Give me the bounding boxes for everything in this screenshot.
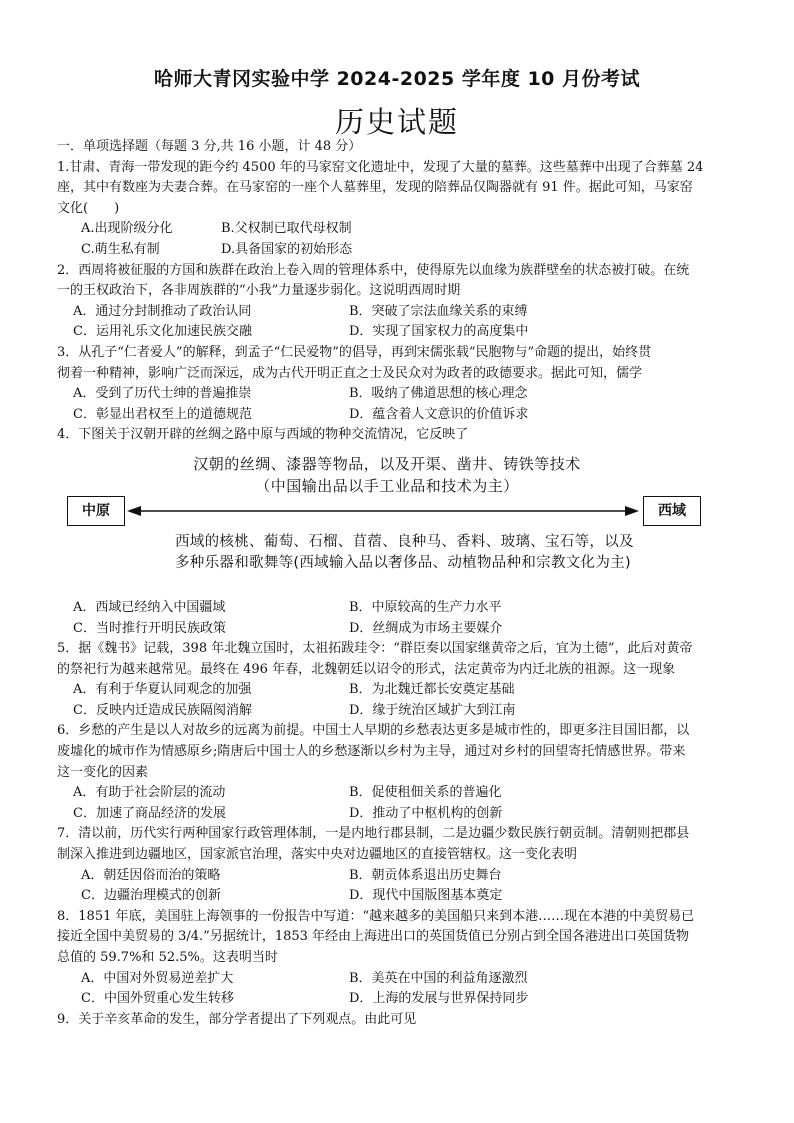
- option-b: B．美英在中国的利益角逐激烈: [349, 970, 528, 986]
- section-heading: 一．单项选择题（每题 3 分,共 16 小题，计 48 分）: [57, 139, 362, 154]
- option-a: A.出现阶级分化: [81, 221, 173, 237]
- options-row: [57, 322, 741, 343]
- question-text-line: 总值的 59.7%和 52.5%。这表明当时: [57, 950, 278, 965]
- options-row: [57, 680, 741, 701]
- option-b: B．为北魏迁都长安奠定基础: [349, 682, 515, 698]
- options-row: [57, 866, 741, 887]
- option-c: C.萌生私有制: [81, 241, 160, 257]
- option-a: A．朝廷因俗而治的策略: [81, 867, 221, 883]
- question-text-line: 座，其中有数座为夫妻合葬。在马家窑的一座个人墓葬里，发现的陪葬品仅陶器就有 91 件。据此可知，马家窑: [57, 180, 693, 196]
- option-b: B．中原较高的生产力水平: [349, 599, 502, 615]
- option-d: D．现代中国版图基本奠定: [349, 888, 503, 904]
- option-d: D．推动了中枢机构的创新: [349, 805, 503, 821]
- option-d: D．实现了国家权力的高度集中: [349, 324, 529, 340]
- figure-bottom-note: 多种乐器和歌舞等(西域输入品以奢侈品、动植物品种和宗教文化为主): [175, 554, 631, 571]
- option-c: C．边疆治理模式的创新: [81, 888, 221, 904]
- option-a: A．受到了历代士绅的普遍推崇: [73, 386, 252, 402]
- option-d: D．蕴含着人文意识的价值诉求: [349, 406, 529, 422]
- question-text-line: 4．下图关于汉朝开辟的丝绸之路中原与西域的物种交流情况，它反映了: [57, 427, 469, 443]
- question-text-line: 9．关于辛亥革命的发生，部分学者提出了下列观点。由此可见: [57, 1011, 417, 1027]
- option-a: A．有助于社会阶层的流动: [73, 785, 226, 801]
- question-text-line: 彻着一种精神，影响广泛而深远，成为古代开明正直之士及民众对为政者的政德要求。据此可知，儒学: [57, 365, 643, 381]
- option-b: B．促使租佃关系的普遍化: [349, 785, 502, 801]
- question-text-line: 这一变化的因素: [57, 764, 149, 780]
- question-text-line: 制深入推进到边疆地区，国家派官治理，落实中央对边疆地区的直接管辖权。这一变化表明: [57, 847, 578, 863]
- option-b: B．突破了宗法血缘关系的束缚: [349, 303, 528, 319]
- question-7: [57, 824, 741, 906]
- question-4: [57, 425, 741, 639]
- option-c: C．运用礼乐文化加速民族交融: [73, 324, 252, 340]
- figure-top-line: 汉朝的丝绸、漆器等物品，以及开渠、凿井、铸铁等技术: [193, 454, 581, 473]
- subject-title: 历史试题: [334, 105, 459, 139]
- question-text-line: 6．乡愁的产生是以人对故乡的远离为前提。中国士人早期的乡愁表达更多是城市性的，即更多注目国旧都，以: [57, 723, 690, 739]
- question-text-line: 废墟化的城市作为情感原乡;隋唐后中国士人的乡愁逐渐以乡村为主导，通过对乡村的回望寄托情感世界。带来: [57, 744, 686, 760]
- question-8: [57, 907, 741, 1010]
- figure-bottom-line: 西域的核桃、葡萄、石榴、苜蓿、良种马、香料、玻璃、宝石等，以及: [175, 533, 634, 550]
- options-row: [57, 384, 741, 405]
- option-b: B．吸纳了佛道思想的核心理念: [349, 386, 528, 402]
- question-1: [57, 158, 741, 261]
- option-d: D．上海的发展与世界保持同步: [349, 991, 529, 1007]
- exam-content: [57, 137, 741, 1030]
- xiyu-box: 西域: [643, 496, 701, 526]
- figure-top-note: （中国输出品以手工业品和技术为主）: [255, 476, 519, 495]
- question-text-line: 1.甘肃、青海一带发现的距今约 4500 年的马家窑文化遗址中，发现了大量的墓葬。这些墓葬中出现了合葬墓 24: [57, 159, 704, 175]
- option-c: C．彰显出君权至上的道德规范: [73, 406, 252, 422]
- options-row: [57, 405, 741, 426]
- options-row: [57, 219, 741, 240]
- options-row: [57, 804, 741, 825]
- option-c: C．加速了商品经济的发展: [73, 805, 226, 821]
- question-text-line: 接近全国中美贸易的 3/4.”另据统计，1853 年经由上海进出口的英国货值已分别占到全国各港进出口英国货物: [57, 929, 690, 945]
- question-text-line: 一的王权政治下，各非周族群的“小我”力量逐步弱化。这说明西周时期: [57, 283, 461, 299]
- options-row: [57, 701, 741, 722]
- question-3: [57, 343, 741, 425]
- option-a: A．中国对外贸易逆差扩大: [81, 970, 234, 986]
- silk-road-exchange-figure: [57, 452, 741, 594]
- question-text-line: 7．清以前，历代实行两种国家行政管理体制，一是内地行郡县制，二是边疆少数民族行朝贡制。清朝则把郡县: [57, 826, 690, 842]
- options-row: [57, 783, 741, 804]
- question-text-line: 2．西周将被征服的方国和族群在政治上卷入周的管理体系中，使得原先以血缘为族群壁垒的状态被打破。在统: [57, 262, 690, 278]
- option-a: A．通过分封制推动了政治认同: [73, 303, 252, 319]
- question-text-line: 5．据《魏书》记载，398 年北魏立国时，太祖拓跋珪令：“群臣奏以国家继黄帝之后，宜为土德”，此后对黄帝: [57, 641, 693, 657]
- option-b: B.父权制已取代母权制: [221, 221, 352, 237]
- option-c: C．当时推行开明民族政策: [73, 620, 226, 636]
- question-text-line: 3．从孔子“仁者爱人”的解释，到孟子“仁民爱物”的倡导，再到宋儒张载“民胞物与”命题的提出，始终贯: [57, 344, 652, 360]
- question-2: [57, 261, 741, 343]
- question-text-line: 的祭祀行为越来越常见。最终在 496 年春，北魏朝廷以诏令的形式，法定黄帝为内迁北族的祖源。这一现象: [57, 661, 676, 677]
- option-a: A．有利于华夏认同观念的加强: [73, 682, 252, 698]
- school-title: 哈师大青冈实验中学 2024-2025 学年度 10 月份考试: [153, 68, 641, 90]
- options-row: [57, 989, 741, 1010]
- question-text-line: 文化( ): [57, 200, 120, 216]
- question-text-line: 8．1851 年底，美国驻上海领事的一份报告中写道：“越来越多的美国船只来到本港……现在本港的中美贸易已: [57, 908, 695, 924]
- option-b: B．朝贡体系退出历史舞台: [349, 867, 502, 883]
- option-c: C．反映内迁造成民族隔阂消解: [73, 702, 252, 718]
- option-a: A．西域已经纳入中国疆域: [73, 599, 226, 615]
- question-6: [57, 721, 741, 824]
- option-d: D.具备国家的初始形态: [221, 241, 353, 257]
- options-row: [57, 886, 741, 907]
- question-5: [57, 639, 741, 721]
- option-d: D．缘于统治区域扩大到江南: [349, 702, 516, 718]
- option-d: D．丝绸成为市场主要媒介: [349, 620, 503, 636]
- options-row: [57, 619, 741, 640]
- zhongyuan-box: 中原: [67, 496, 125, 526]
- options-row: [57, 302, 741, 323]
- question-9: [57, 1010, 741, 1031]
- options-row: [57, 240, 741, 261]
- option-c: C．中国外贸重心发生转移: [81, 991, 234, 1007]
- options-row: [57, 969, 741, 990]
- options-row: [57, 598, 741, 619]
